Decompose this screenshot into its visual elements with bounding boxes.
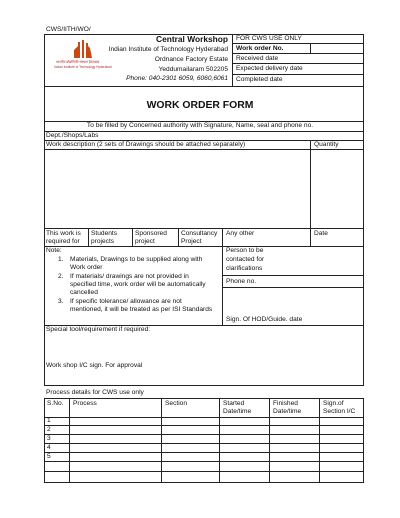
person-contact-line-2: contacted for xyxy=(226,256,265,263)
logo-text-hindi: भारतीय प्रौद्योगिकी संस्थान हैदराबाद xyxy=(56,60,100,64)
col-header-process: Process xyxy=(73,400,97,407)
org-line-3: Yeddumailaram 502205 xyxy=(158,66,228,73)
workshop-approval-label: Work shop I/C sign. For approval xyxy=(46,362,143,369)
col-header-sno: S.No. xyxy=(47,400,64,407)
col-header-started-sub: Date/time xyxy=(223,408,252,415)
note-number: 3. xyxy=(58,298,64,305)
option-label: Sponsored xyxy=(135,230,167,237)
cws-box-inner-divider xyxy=(310,43,311,53)
org-name: Central Workshop xyxy=(156,34,228,44)
work-order-no-label: Work order No. xyxy=(236,45,284,52)
required-divider xyxy=(222,228,223,246)
option-students-projects[interactable] xyxy=(89,229,131,245)
org-line-2: Ordnance Factory Estate xyxy=(154,56,228,63)
hod-signature-label: Sign. Of HOD/Guide. date xyxy=(226,316,303,323)
cws-box-line xyxy=(232,43,364,44)
table-row[interactable] xyxy=(45,426,364,435)
col-header-finished: Finished xyxy=(273,400,298,407)
required-for-label-1: This work is xyxy=(46,230,81,237)
completed-date-label: Completed date xyxy=(236,76,283,83)
iith-logo xyxy=(54,38,112,86)
work-description-label: Work description (2 sets of Drawings should be attached separately) xyxy=(46,141,246,148)
quantity-area[interactable] xyxy=(311,150,363,227)
required-for-label-2: required for xyxy=(46,238,80,245)
logo-text-english: Indian Institute of Technology Hyderabad xyxy=(54,65,112,69)
note-number: 1. xyxy=(58,256,64,263)
cws-box-line xyxy=(232,53,364,54)
option-sponsored-project[interactable] xyxy=(133,229,177,245)
option-label: Consultancy xyxy=(181,230,218,237)
note-line: Materials, Drawings to be supplied along with xyxy=(70,256,203,263)
col-header-started: Started xyxy=(223,400,245,407)
option-label: projects xyxy=(91,238,115,245)
table-row[interactable] xyxy=(45,417,364,426)
cws-box-title: FOR CWS USE ONLY xyxy=(236,35,302,42)
any-other-label: Any other xyxy=(226,230,255,237)
instruction-text: To be filled by Concerned authority with Signature, Name, seal and phone no. xyxy=(86,122,314,129)
person-contact-line-3: clarifications xyxy=(226,265,263,272)
row-number: 2 xyxy=(47,426,51,433)
note-number: 2. xyxy=(58,273,64,280)
header-divider xyxy=(44,86,364,87)
form-title: WORK ORDER FORM xyxy=(146,100,254,111)
option-label: project xyxy=(135,238,155,245)
option-label: Students xyxy=(91,230,118,237)
col-header-sign: Sign.of xyxy=(323,400,344,407)
process-caption: Process details for CWS use only xyxy=(46,389,144,396)
note-divider xyxy=(222,246,223,325)
expected-delivery-label: Expected delivery date xyxy=(236,65,303,72)
quantity-label: Quantity xyxy=(314,141,339,148)
contact-line xyxy=(222,275,364,276)
row-number: 4 xyxy=(47,444,51,451)
table-row[interactable] xyxy=(45,472,364,483)
row-number: 5 xyxy=(47,453,51,460)
special-tool-label: Special tool/requirement if required: xyxy=(46,326,151,333)
row-number: 3 xyxy=(47,435,51,442)
cws-box-left-border xyxy=(232,34,233,86)
received-date-label: Received date xyxy=(236,55,279,62)
org-phone: Phone: 040-2301 6059, 6060,6061 xyxy=(126,75,228,82)
note-line: cancelled xyxy=(70,289,98,296)
required-divider xyxy=(310,228,311,246)
note-line: If specific tolerance/ allowance are not xyxy=(70,298,182,305)
col-header-finished-sub: Date/time xyxy=(273,408,302,415)
process-table xyxy=(44,398,364,483)
col-header-section: Section xyxy=(165,400,187,407)
table-row[interactable] xyxy=(45,444,364,453)
person-contact-line-1: Person to be xyxy=(226,247,264,254)
table-row[interactable] xyxy=(45,435,364,444)
contact-line xyxy=(222,287,364,288)
col-header-sign-sub: Section I/C xyxy=(323,408,356,415)
cws-box-line xyxy=(232,63,364,64)
note-title: Note: xyxy=(46,247,62,254)
date-label: Date xyxy=(314,230,328,237)
note-line: mentioned, it will be treated as per ISI Standards xyxy=(70,306,213,313)
document-code: CWS/IITH/WO/ xyxy=(46,26,91,33)
note-line: specified time, work order will be automatically xyxy=(70,281,206,288)
note-line: Work order xyxy=(70,264,103,271)
phone-no-label: Phone no. xyxy=(226,278,257,285)
org-line-1: Indian Institute of Technology Hyderabad xyxy=(108,46,228,53)
table-row[interactable] xyxy=(45,453,364,462)
cws-box-line xyxy=(232,74,364,75)
special-tool-area[interactable] xyxy=(45,335,363,359)
note-line: If materials/ drawings are not provided in xyxy=(70,273,189,280)
table-row[interactable] xyxy=(45,462,364,472)
option-consultancy-project[interactable] xyxy=(179,229,221,245)
option-label: Project xyxy=(181,238,202,245)
required-bottom-line xyxy=(44,246,364,247)
work-description-area[interactable] xyxy=(45,150,309,227)
row-number: 1 xyxy=(47,417,51,424)
dept-label: Dept./Shops/Labs xyxy=(46,132,99,139)
